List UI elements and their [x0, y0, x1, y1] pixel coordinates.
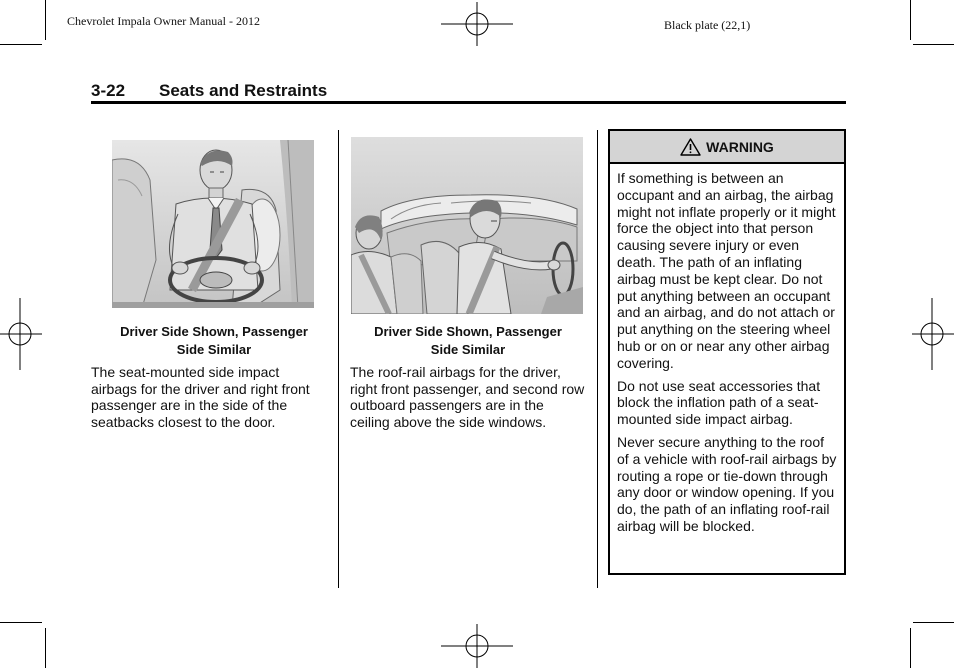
- section-title: Seats and Restraints: [159, 81, 328, 100]
- body-paragraph: The roof-rail airbags for the driver, right front passenger, and second row outboard passengers are in the ceiling above the side windows.: [350, 364, 585, 430]
- column-divider: [338, 130, 339, 588]
- warning-paragraph: If something is between an occupant and an airbag, the airbag might not inflate properly or it might force the object into that person causing severe injury or even death. The path of an inflating airbag must be kept clear. Do not put anything between an occupant and an airbag, and do not attach or put anything on the steering wheel hub or on or near any other airbag covering.: [617, 170, 836, 371]
- caption-line: Driver Side Shown, Passenger: [120, 324, 308, 339]
- crop-mark: [913, 622, 954, 623]
- plate-label: Black plate (22,1): [664, 18, 751, 32]
- crop-mark: [910, 0, 911, 40]
- caption-line: Side Similar: [430, 342, 506, 357]
- body-paragraph: The seat-mounted side impact airbags for the driver and right front passenger are in the side of the seatbacks closest to the door.: [91, 364, 310, 430]
- caption-line: Driver Side Shown, Passenger: [374, 324, 562, 339]
- driver-seat-airbag-illustration: [112, 140, 314, 308]
- warning-paragraph: Never secure anything to the roof of a vehicle with roof-rail airbags by routing a rope or tie-down through any door or window opening. If you do, the path of an inflating roof-rail airbag will be blocked.: [617, 433, 837, 534]
- registration-mark-left: [0, 298, 42, 370]
- crop-mark: [913, 44, 954, 45]
- registration-mark-bottom: [441, 624, 513, 668]
- page-number: 3-22: [91, 81, 126, 100]
- column-divider: [597, 130, 598, 588]
- crop-mark: [0, 44, 42, 45]
- crop-mark: [45, 628, 46, 668]
- registration-mark-top: [441, 2, 513, 46]
- warning-triangle-icon: [680, 138, 701, 156]
- warning-paragraph: Do not use seat accessories that block the inflation path of a seat-mounted side impact airbag.: [617, 377, 821, 428]
- manual-title: Chevrolet Impala Owner Manual - 2012: [67, 14, 260, 28]
- warning-body: [610, 164, 844, 535]
- section-heading: [91, 81, 327, 101]
- section-rule: [91, 101, 846, 104]
- caption-line: Side Similar: [176, 342, 252, 357]
- roof-rail-airbag-illustration: [351, 137, 583, 314]
- warning-header: [610, 131, 844, 164]
- figure-caption: [91, 323, 337, 359]
- registration-mark-right: [912, 298, 954, 370]
- warning-label: WARNING: [706, 138, 774, 155]
- warning-box: [608, 129, 846, 575]
- crop-mark: [45, 0, 46, 40]
- crop-mark: [0, 622, 42, 623]
- crop-mark: [910, 628, 911, 668]
- figure-caption: [350, 323, 586, 359]
